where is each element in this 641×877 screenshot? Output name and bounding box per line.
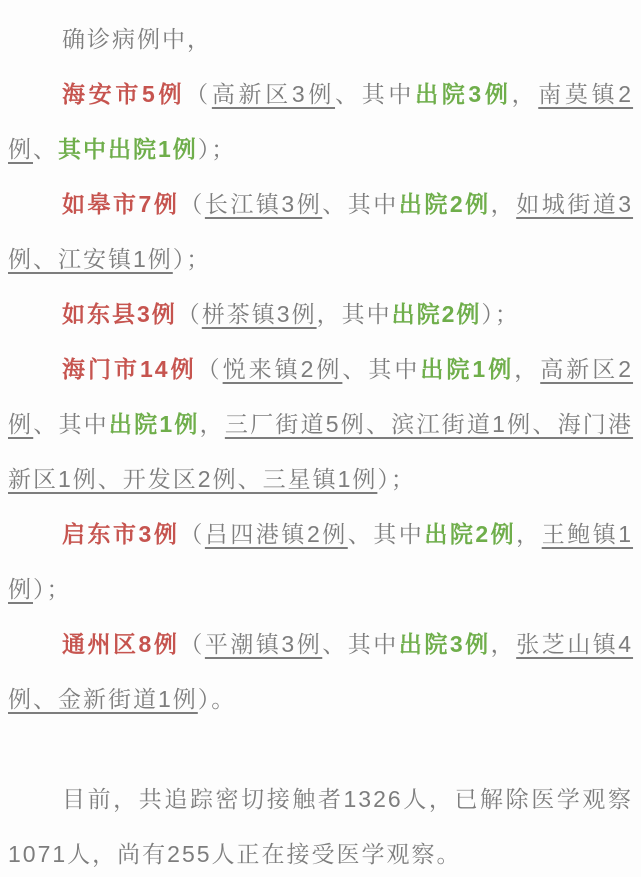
text: ）； — [377, 466, 416, 492]
text: ， — [199, 411, 225, 437]
case-paragraph-haian — [8, 67, 633, 177]
case-paragraph-rudong — [8, 287, 633, 342]
case-paragraph-tongzhou — [8, 617, 633, 727]
text: （ — [176, 301, 202, 327]
text: 、其中 — [347, 521, 425, 547]
summary-text: 目前，共追踪密切接触者1326人，已解除医学观察1071人，尚有255人正在接受医学观察。 — [8, 786, 633, 867]
city-total: 通州区8例 — [62, 631, 180, 657]
town-cases: 王鲍镇1例 — [8, 521, 634, 602]
text: ）； — [172, 246, 212, 272]
discharged-count: 出院3例 — [415, 81, 512, 107]
discharged-count: 出院1例 — [420, 356, 515, 382]
town-cases: 吕四港镇2例 — [204, 521, 348, 547]
town-cases: 南莫镇2例 — [8, 81, 634, 162]
town-cases: 高新区3例 — [211, 81, 336, 107]
case-paragraph-qidong — [8, 507, 633, 617]
paragraph-intro — [8, 12, 633, 67]
city-total: 海安市5例 — [62, 81, 186, 107]
discharged-count: 其中出院1例 — [58, 136, 198, 162]
text: （ — [179, 521, 205, 547]
text: ， — [514, 356, 541, 382]
text: （ — [196, 356, 223, 382]
discharged-count: 出院2例 — [398, 191, 491, 217]
city-total: 如皋市7例 — [62, 191, 180, 217]
town-cases: 长江镇3例 — [204, 191, 323, 217]
town-cases: 平潮镇3例 — [204, 631, 323, 657]
text: ）； — [481, 301, 520, 327]
case-paragraph-haimen — [8, 342, 633, 507]
city-total: 启东市3例 — [62, 521, 180, 547]
town-cases: 高新区2例 — [8, 356, 634, 437]
text: ， — [516, 521, 542, 547]
town-cases: 悦来镇2例 — [222, 356, 343, 382]
text: （ — [185, 81, 212, 107]
town-cases: 三厂街道5例、滨江街道1例、海门港新区1例、开发区2例、三星镇1例 — [8, 411, 634, 492]
text: 、其中 — [322, 631, 399, 657]
discharged-count: 出院1例 — [108, 411, 200, 437]
intro-text: 确诊病例中， — [62, 26, 212, 52]
town-cases: 张芝山镇4例、金新街道1例 — [8, 631, 634, 712]
city-total: 海门市14例 — [62, 356, 197, 382]
text: ， — [511, 81, 539, 107]
text: （ — [179, 631, 205, 657]
town-cases: 栟茶镇3例 — [201, 301, 317, 327]
discharged-count: 出院2例 — [391, 301, 482, 327]
text: 、 — [33, 136, 58, 162]
town-cases: 如城街道3例、江安镇1例 — [8, 191, 634, 272]
discharged-count: 出院3例 — [398, 631, 491, 657]
text: 、其中 — [322, 191, 399, 217]
text: 、其中 — [342, 356, 421, 382]
discharged-count: 出院2例 — [424, 521, 517, 547]
text: （ — [179, 191, 205, 217]
text: ， — [490, 191, 517, 217]
case-paragraph-rugao — [8, 177, 633, 287]
paragraph-summary — [8, 772, 633, 877]
text: ）； — [33, 576, 72, 602]
text: 、其中 — [33, 411, 109, 437]
text: ）； — [197, 136, 237, 162]
text: ， — [490, 631, 517, 657]
text: 、其中 — [335, 81, 416, 107]
city-total: 如东县3例 — [62, 301, 177, 327]
text: ，其中 — [316, 301, 392, 327]
text: ）。 — [197, 686, 237, 712]
